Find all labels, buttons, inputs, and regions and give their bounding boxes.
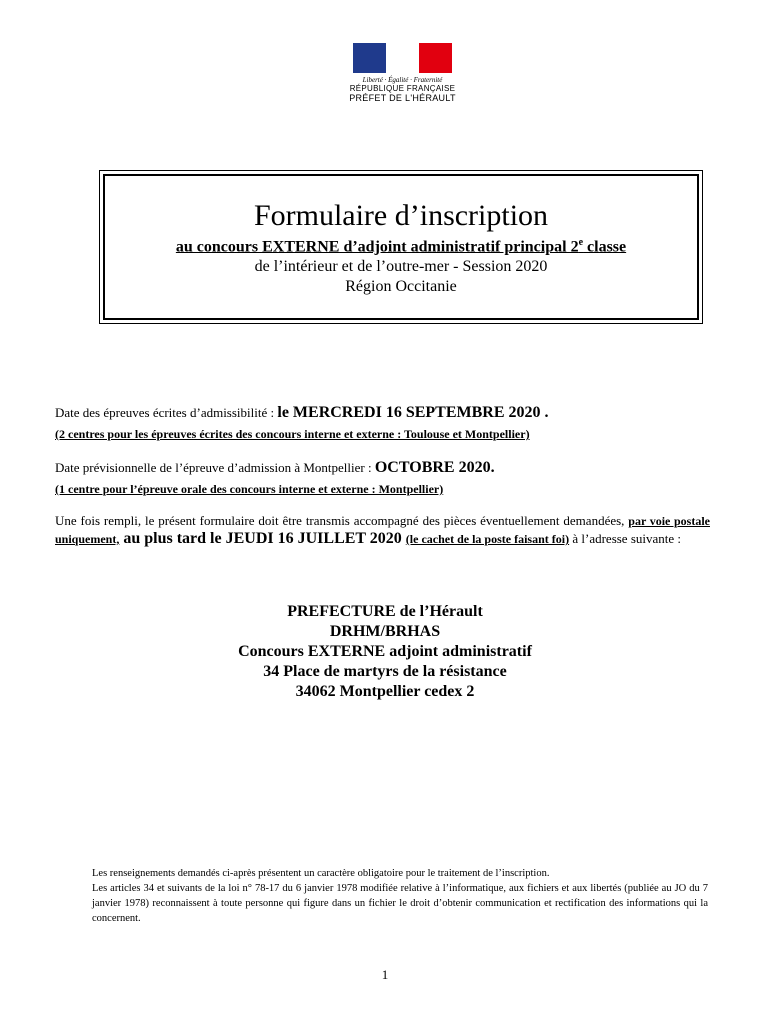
instr-p5: à l’adresse suivante : (569, 531, 682, 546)
notice-line-2: Les articles 34 et suivants de la loi n° 78-17 du 6 janvier 1978 modifiée relative à l’informatique, aux fichiers et aux libertés (publiée au JO du 7 janvier 1978) reconnaissent à toute personne qui figure dans un fichier le droit d’obtenir communication et rectification des informations qui la concernent. (92, 883, 708, 924)
oral-value: OCTOBRE 2020. (374, 459, 495, 476)
marianne-flag-icon (353, 43, 453, 73)
address-line: PREFECTURE de l’Hérault (287, 603, 483, 620)
logo-motto: Liberté · Égalité · Fraternité (362, 76, 443, 84)
subtitle-text: au concours EXTERNE d’adjoint administratif principal 2 (175, 238, 579, 256)
subtitle-sup: e (578, 237, 584, 248)
address-line: 34062 Montpellier cedex 2 (295, 683, 475, 700)
oral-date (55, 459, 710, 477)
notice-line-1: Les renseignements demandés ci-après présentent un caractère obligatoire pour le traitement de l’inscription. (92, 868, 550, 879)
instr-p4: (le cachet de la poste faisant foi) (405, 532, 570, 546)
prefecture-logo (345, 43, 460, 103)
instr-p1: Une fois rempli, le présent formulaire doit être transmis accompagné des pièces éventuellement demandées, (55, 513, 629, 528)
region: Région Occitanie (345, 278, 457, 296)
page-title: Formulaire d’inscription (253, 199, 549, 232)
ministry-session: de l’intérieur et de l’outre-mer - Session 2020 (254, 258, 548, 276)
privacy-notice (92, 866, 708, 926)
address-line: Concours EXTERNE adjoint administratif (238, 643, 532, 660)
oral-note: (1 centre pour l’épreuve orale des concours interne et externe : Montpellier) (55, 482, 444, 496)
address-line: DRHM/BRHAS (329, 623, 441, 640)
written-note: (2 centres pour les épreuves écrites des concours interne et externe : Toulouse et Montpellier) (55, 427, 530, 441)
page-subtitle (100, 237, 702, 256)
instr-p3: au plus tard le JEUDI 16 JUILLET 2020 (119, 530, 406, 547)
written-label: Date des épreuves écrites d’admissibilité : (55, 405, 278, 420)
address-line: 34 Place de martyrs de la résistance (263, 663, 507, 680)
logo-prefect: PRÉFET DE L'HÉRAULT (349, 93, 456, 103)
mailing-address (0, 602, 770, 702)
written-date (55, 404, 710, 422)
subtitle-end: classe (583, 238, 627, 256)
page-number: 1 (381, 967, 389, 982)
title-box (99, 170, 703, 324)
instr-p2: par voie postale uniquement, (55, 514, 710, 546)
logo-republic: RÉPUBLIQUE FRANÇAISE (349, 84, 456, 93)
oral-label: Date prévisionnelle de l’épreuve d’admission à Montpellier : (55, 460, 375, 475)
instructions (55, 512, 710, 548)
written-value: le MERCREDI 16 SEPTEMBRE 2020 . (277, 404, 549, 421)
